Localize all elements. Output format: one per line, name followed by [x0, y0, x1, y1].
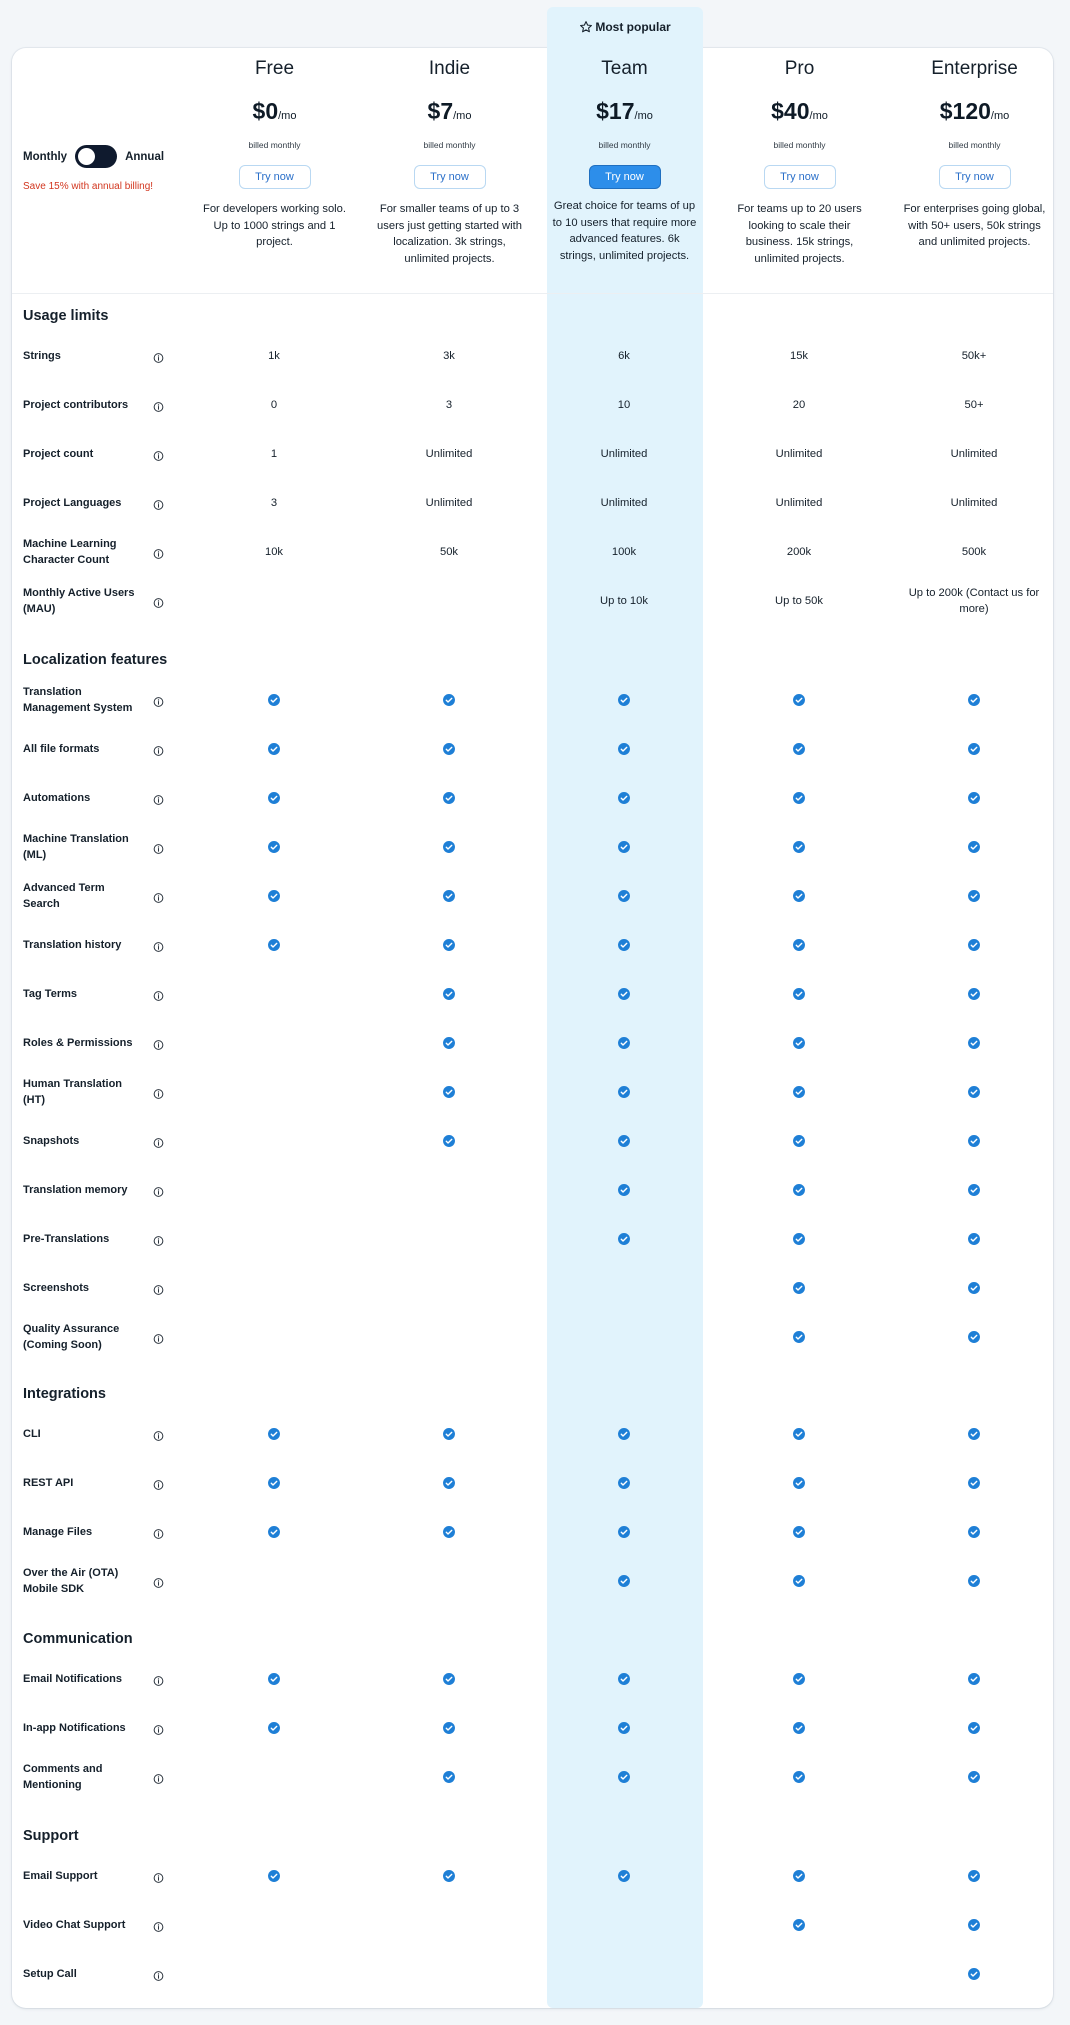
check-icon [268, 1525, 281, 1538]
annual-label: Annual [125, 150, 165, 163]
check-icon [618, 1085, 631, 1098]
check-icon [968, 693, 981, 706]
plan-description: For developers working solo. Up to 1000 strings and 1 project. [202, 203, 347, 248]
info-icon[interactable] [153, 448, 164, 459]
feature-label: REST API [23, 1476, 74, 1489]
check-icon [618, 791, 631, 804]
monthly-label: Monthly [23, 150, 68, 163]
check-icon [793, 938, 806, 951]
check-icon [793, 1085, 806, 1098]
feature-row [12, 675, 1053, 724]
plan-price [712, 98, 887, 125]
price-period: /mo [809, 110, 828, 122]
check-icon [618, 1770, 631, 1783]
plan-name: Free [254, 58, 295, 79]
info-icon[interactable] [153, 1870, 164, 1881]
feature-value: 3 [270, 496, 278, 509]
info-icon[interactable] [153, 1135, 164, 1146]
check-icon [618, 1476, 631, 1489]
check-icon [443, 693, 456, 706]
check-icon [793, 1427, 806, 1440]
check-icon [268, 1476, 281, 1489]
section-title: Usage limits [23, 308, 109, 324]
feature-label: CLI [23, 1427, 41, 1440]
feature-label: Email Notifications [23, 1672, 123, 1685]
billing-frequency: billed monthly [773, 140, 826, 150]
check-icon [968, 791, 981, 804]
check-icon [443, 1869, 456, 1882]
feature-row [12, 773, 1053, 822]
check-icon [443, 1721, 456, 1734]
price-amount: $120 [939, 98, 991, 124]
feature-row [12, 1165, 1053, 1214]
feature-label: Project contributors [23, 398, 129, 411]
check-icon [618, 1869, 631, 1882]
price-amount: $7 [427, 98, 454, 124]
check-icon [968, 1967, 981, 1980]
check-icon [968, 938, 981, 951]
feature-row [12, 1263, 1053, 1312]
check-icon [618, 742, 631, 755]
feature-row [12, 331, 1053, 380]
feature-value: 1 [270, 447, 278, 460]
try-now-button-free[interactable]: Try now [239, 165, 311, 189]
feature-value: 500k [961, 545, 987, 558]
check-icon [443, 987, 456, 1000]
feature-label: Project count [23, 447, 94, 460]
price-period: /mo [278, 110, 297, 122]
check-icon [618, 1134, 631, 1147]
feature-value: Up to 10k [600, 594, 648, 607]
info-icon[interactable] [153, 497, 164, 508]
check-icon [793, 1672, 806, 1685]
info-icon[interactable] [153, 841, 164, 852]
check-icon [968, 987, 981, 1000]
feature-label: Translation history [23, 938, 122, 951]
feature-label: Comments and Mentioning [23, 1762, 103, 1791]
check-icon [968, 1672, 981, 1685]
price-period: /mo [634, 110, 653, 122]
feature-value: Unlimited [600, 496, 648, 509]
try-now-button-pro[interactable]: Try now [764, 165, 836, 189]
section-title: Communication [23, 1631, 133, 1647]
feature-value: 1k [268, 349, 280, 362]
check-icon [443, 1672, 456, 1685]
annual-savings-note: Save 15% with annual billing! [23, 181, 154, 192]
check-icon [268, 1427, 281, 1440]
info-icon[interactable] [153, 1086, 164, 1097]
feature-label: Translation Management System [23, 685, 133, 714]
check-icon [443, 1427, 456, 1440]
billing-toggle-group [23, 145, 164, 168]
plan-name: Pro [784, 58, 815, 79]
feature-value: 100k [611, 545, 637, 558]
info-icon[interactable] [153, 1968, 164, 1979]
feature-row [12, 380, 1053, 429]
feature-row [12, 871, 1053, 920]
check-icon [268, 693, 281, 706]
feature-value: 0 [270, 398, 278, 411]
billing-frequency: billed monthly [423, 140, 476, 150]
check-icon [793, 1721, 806, 1734]
feature-row [12, 1556, 1053, 1605]
feature-label: Machine Translation (ML) [23, 832, 129, 861]
info-icon[interactable] [153, 1771, 164, 1782]
check-icon [618, 1183, 631, 1196]
feature-label: Screenshots [23, 1281, 90, 1294]
info-icon[interactable] [153, 546, 164, 557]
check-icon [443, 1085, 456, 1098]
plan-name: Team [601, 58, 648, 79]
info-icon[interactable] [153, 1233, 164, 1244]
feature-label: Manage Files [23, 1525, 93, 1538]
check-icon [443, 742, 456, 755]
feature-label: Quality Assurance (Coming Soon) [23, 1322, 120, 1351]
feature-row [12, 527, 1053, 576]
price-period: /mo [990, 110, 1010, 122]
info-icon[interactable] [153, 1673, 164, 1684]
check-icon [793, 693, 806, 706]
toggle-knob [78, 148, 95, 165]
check-icon [793, 1134, 806, 1147]
info-icon[interactable] [153, 1184, 164, 1195]
most-popular-label: Most popular [595, 20, 671, 34]
star-icon [579, 20, 593, 34]
feature-row [12, 1116, 1053, 1165]
check-icon [793, 1476, 806, 1489]
check-icon [268, 1672, 281, 1685]
feature-value: Up to 50k [775, 594, 823, 607]
info-icon[interactable] [153, 743, 164, 754]
check-icon [443, 1476, 456, 1489]
check-icon [968, 1183, 981, 1196]
feature-row [12, 969, 1053, 1018]
feature-label: Video Chat Support [23, 1918, 126, 1931]
info-icon[interactable] [153, 939, 164, 950]
check-icon [443, 889, 456, 902]
price-amount: $40 [771, 98, 810, 124]
feature-row [12, 1409, 1053, 1458]
feature-row [12, 1900, 1053, 1949]
check-icon [618, 987, 631, 1000]
section-title: Support [23, 1828, 79, 1844]
info-icon[interactable] [153, 1331, 164, 1342]
check-icon [268, 1721, 281, 1734]
feature-label: Machine Learning Character Count [23, 537, 117, 566]
check-icon [618, 1036, 631, 1049]
check-icon [618, 1427, 631, 1440]
check-icon [268, 791, 281, 804]
info-icon[interactable] [153, 595, 164, 606]
feature-row [12, 1458, 1053, 1507]
check-icon [793, 889, 806, 902]
check-icon [968, 840, 981, 853]
header-divider [12, 293, 1053, 294]
info-icon[interactable] [153, 399, 164, 410]
check-icon [618, 1232, 631, 1245]
feature-row [12, 1507, 1053, 1556]
try-now-button-enterprise[interactable]: Try now [939, 165, 1011, 189]
check-icon [443, 840, 456, 853]
feature-row [12, 1654, 1053, 1703]
feature-label: Email Support [23, 1869, 98, 1882]
feature-value: 200k [786, 545, 812, 558]
check-icon [268, 889, 281, 902]
feature-label: Human Translation (HT) [23, 1077, 123, 1106]
check-icon [968, 1232, 981, 1245]
feature-value: Unlimited [425, 496, 473, 509]
check-icon [968, 889, 981, 902]
plan-price [537, 98, 712, 125]
check-icon [268, 840, 281, 853]
check-icon [968, 1134, 981, 1147]
check-icon [968, 1427, 981, 1440]
check-icon [268, 742, 281, 755]
check-icon [968, 1281, 981, 1294]
check-icon [793, 1869, 806, 1882]
feature-label: Advanced Term Search [23, 881, 105, 910]
feature-row [12, 429, 1053, 478]
info-icon[interactable] [153, 1037, 164, 1048]
feature-label: In-app Notifications [23, 1721, 126, 1734]
check-icon [968, 1330, 981, 1343]
feature-label: Snapshots [23, 1134, 80, 1147]
check-icon [618, 938, 631, 951]
check-icon [618, 840, 631, 853]
feature-row [12, 1949, 1053, 1998]
plan-price [887, 98, 1062, 125]
info-icon[interactable] [153, 1477, 164, 1488]
feature-row [12, 724, 1053, 773]
feature-value: 15k [789, 349, 809, 362]
feature-row [12, 576, 1053, 625]
check-icon [793, 987, 806, 1000]
info-icon[interactable] [153, 792, 164, 803]
feature-label: Over the Air (OTA) Mobile SDK [23, 1566, 119, 1595]
plan-price [362, 98, 537, 125]
info-icon[interactable] [153, 988, 164, 999]
plan-description: Great choice for teams of up to 10 users that require more advanced features. 6k strings, unlimited projects. [552, 200, 697, 262]
feature-value: 10k [264, 545, 284, 558]
check-icon [618, 1672, 631, 1685]
check-icon [793, 1770, 806, 1783]
check-icon [268, 938, 281, 951]
feature-value: 3k [443, 349, 455, 362]
check-icon [968, 742, 981, 755]
info-icon[interactable] [153, 694, 164, 705]
check-icon [618, 693, 631, 706]
check-icon [968, 1476, 981, 1489]
check-icon [618, 1721, 631, 1734]
feature-label: Pre-Translations [23, 1232, 110, 1245]
check-icon [793, 1036, 806, 1049]
check-icon [443, 1036, 456, 1049]
info-icon[interactable] [153, 1575, 164, 1586]
feature-value: Unlimited [950, 447, 998, 460]
most-popular-badge [547, 16, 703, 38]
section-title: Localization features [23, 652, 168, 668]
feature-row [12, 1752, 1053, 1801]
check-icon [793, 1330, 806, 1343]
feature-row [12, 1214, 1053, 1263]
check-icon [793, 742, 806, 755]
check-icon [268, 1869, 281, 1882]
feature-label: Automations [23, 791, 91, 804]
info-icon[interactable] [153, 1428, 164, 1439]
feature-value: Unlimited [950, 496, 998, 509]
check-icon [443, 791, 456, 804]
check-icon [968, 1525, 981, 1538]
feature-value: 6k [618, 349, 630, 362]
feature-row [12, 1703, 1053, 1752]
plan-description: For smaller teams of up to 3 users just getting started with localization. 3k strings, unlimited projects. [377, 203, 522, 265]
billing-frequency: billed monthly [248, 140, 301, 150]
feature-label: Translation memory [23, 1183, 128, 1196]
feature-row [12, 1851, 1053, 1900]
check-icon [443, 1525, 456, 1538]
feature-row [12, 1018, 1053, 1067]
info-icon[interactable] [153, 1282, 164, 1293]
feature-row [12, 822, 1053, 871]
check-icon [793, 840, 806, 853]
check-icon [968, 1085, 981, 1098]
info-icon[interactable] [153, 1526, 164, 1537]
info-icon[interactable] [153, 1919, 164, 1930]
feature-value: 3 [445, 398, 453, 411]
plan-name: Indie [428, 58, 471, 79]
info-icon[interactable] [153, 1722, 164, 1733]
check-icon [443, 1134, 456, 1147]
feature-value: 10 [617, 398, 631, 411]
feature-label: Setup Call [23, 1967, 77, 1980]
feature-value: 50k+ [961, 349, 987, 362]
feature-value: 50+ [964, 398, 984, 411]
price-amount: $0 [252, 98, 279, 124]
feature-label: All file formats [23, 742, 100, 755]
check-icon [968, 1770, 981, 1783]
price-amount: $17 [596, 98, 635, 124]
check-icon [793, 1232, 806, 1245]
feature-value: Unlimited [425, 447, 473, 460]
plan-description: For enterprises going global, with 50+ users, 50k strings and unlimited projects. [903, 203, 1046, 248]
feature-row [12, 920, 1053, 969]
feature-label: Project Languages [23, 496, 122, 509]
check-icon [968, 1036, 981, 1049]
feature-value: Unlimited [600, 447, 648, 460]
feature-value: 50k [439, 545, 459, 558]
feature-value: Unlimited [775, 496, 823, 509]
feature-row [12, 1067, 1053, 1116]
check-icon [793, 1183, 806, 1196]
feature-row [12, 1312, 1053, 1361]
check-icon [793, 1525, 806, 1538]
info-icon[interactable] [153, 890, 164, 901]
feature-label: Roles & Permissions [23, 1036, 133, 1049]
plan-name: Enterprise [931, 58, 1018, 79]
section-title: Integrations [23, 1386, 106, 1402]
billing-toggle-switch[interactable] [75, 145, 117, 168]
feature-value: 20 [792, 398, 806, 411]
check-icon [968, 1869, 981, 1882]
check-icon [443, 938, 456, 951]
check-icon [793, 1574, 806, 1587]
check-icon [793, 1281, 806, 1294]
feature-label: Tag Terms [23, 987, 77, 1000]
plan-description: For teams up to 20 users looking to scale their business. 15k strings, unlimited projects. [737, 203, 862, 265]
feature-label: Strings [23, 349, 61, 362]
plan-price [187, 98, 362, 125]
check-icon [618, 1525, 631, 1538]
check-icon [793, 791, 806, 804]
feature-label: Monthly Active Users (MAU) [23, 586, 135, 615]
check-icon [968, 1574, 981, 1587]
check-icon [443, 1770, 456, 1783]
check-icon [793, 1918, 806, 1931]
price-period: /mo [453, 110, 472, 122]
feature-value: Up to 200k (Contact us for more) [908, 586, 1040, 615]
feature-value: Unlimited [775, 447, 823, 460]
billing-frequency: billed monthly [948, 140, 1001, 150]
check-icon [618, 1574, 631, 1587]
feature-row [12, 478, 1053, 527]
try-now-button-team[interactable]: Try now [589, 165, 661, 189]
check-icon [968, 1918, 981, 1931]
info-icon[interactable] [153, 350, 164, 361]
check-icon [618, 889, 631, 902]
try-now-button-indie[interactable]: Try now [414, 165, 486, 189]
check-icon [968, 1721, 981, 1734]
billing-frequency: billed monthly [598, 140, 651, 150]
